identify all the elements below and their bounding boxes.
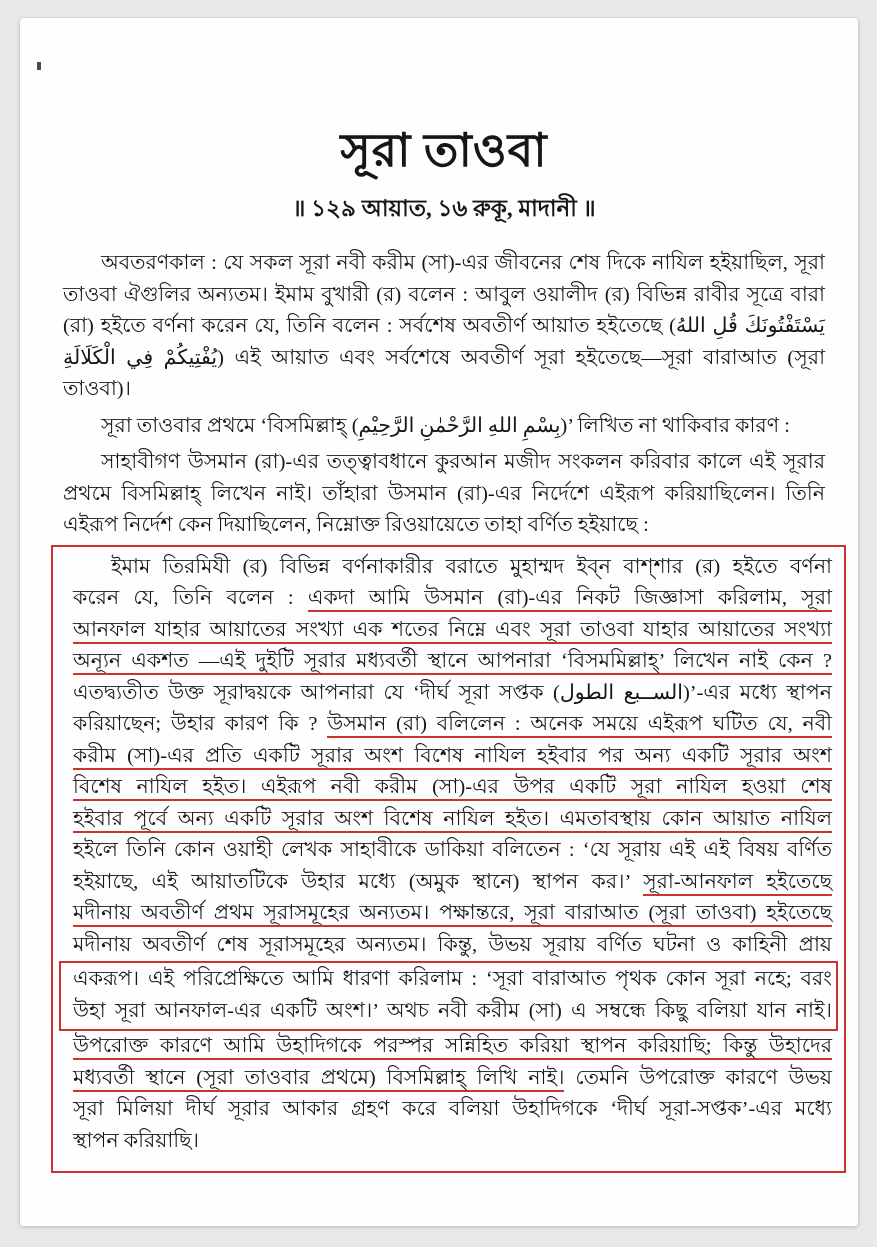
red-underlined-text: সূরা-আনফাল হইতেছে xyxy=(643,871,832,896)
text-segment: সূরা মিলিয়া দীর্ঘ সূরার আকার গ্রহণ করে বলিয়া উহাদিগকে ‘দীর্ঘ সূরা-সপ্তক’-এর মধ্যে xyxy=(73,1098,832,1120)
text-segment: হইলে তিনি কোন ওয়াহী লেখক সাহাবীকে ডাকিয়া বলিতেন : ‘যে সূরায় এই এই বিষয় বর্ণিত xyxy=(73,839,832,861)
inner-annotation-box xyxy=(59,961,838,1031)
text-segment: মদীনায় অবতীর্ণ শেষ সূরাসমূহের অন্যতম। কিন্তু, উভয় সূরায় বর্ণিত ঘটনা ও কাহিনী প্রায় xyxy=(73,933,832,956)
red-underlined-text: হইবার পূর্বে অন্য একটি সূরার অংশ বিশেষ নাযিল হইত। এমতাবস্থায় কোন আয়াত নাযিল xyxy=(73,808,832,833)
red-underlined-text: উপরোক্ত কারণে আমি উহাদিগকে পরস্পর সন্নিহিত করিয়া স্থাপন করিয়াছি; কিন্তু উহাদের xyxy=(73,1035,832,1060)
text-line xyxy=(73,552,832,584)
text-segment: ইমাম তিরমিযী (র) বিভিন্ন বর্ণনাকারীর বরাতে মুহাম্মদ ইব্‌ন বাশ্‌শার (র) হইতে বর্ণনা xyxy=(111,555,832,578)
text-line xyxy=(73,835,832,867)
revelation-period-paragraph: অবতরণকাল : যে সকল সূরা নবী করীম (সা)-এর জীবনের শেষ দিকে নাযিল হইয়াছিল, সূরা তাওবা ঐগুলির অন্যতম। ইমাম বুখারী (র) বলেন : আবুল ওয়ালীদ (র) বিভিন্ন রাবীর সূত্রে বারা (রা) হইতে বর্ণনা করেন যে, তিনি বলেন : সর্বশেষ অবতীর্ণ আয়াত হইতেছে (يَسْتَفْتُونَكَ قُلِ اللهُ يُفْتِيكُمْ فِي الْكَلَالَةِ) এই আয়াত এবং সর্বশেষে অবতীর্ণ সূরা হইতেছে—সূরা বারাআত (সূরা তাওবা)। xyxy=(63,252,826,400)
text-segment: একরূপ। এই পরিপ্রেক্ষিতে আমি ধারণা করিলাম : ‘সূরা বারাআত পৃথক কোন সূরা নহে; বরং xyxy=(73,968,832,990)
page-body xyxy=(63,248,833,1173)
text-line xyxy=(73,930,832,962)
text-line xyxy=(73,1063,832,1095)
text-line xyxy=(73,996,832,1028)
text-line xyxy=(73,867,832,899)
line-group xyxy=(73,1031,832,1157)
red-underlined-text: করীম (সা)-এর প্রতি একটি সূরার অংশ বিশেষ নাযিল হইবার পর অন্য একটি সূরার অংশ xyxy=(73,745,832,770)
text-line xyxy=(73,772,832,804)
red-underlined-text: আনফাল যাহার আয়াতের সংখ্যা এক শতের নিম্নে এবং সূরা তাওবা যাহার আয়াতের সংখ্যা xyxy=(73,619,832,644)
text-line xyxy=(73,804,832,836)
red-underlined-text: একদা আমি উসমান (রা)-এর নিকট জিজ্ঞাসা করিলাম, সূরা xyxy=(308,587,832,612)
text-segment: করেন যে, তিনি বলেন : xyxy=(73,587,308,609)
document-page xyxy=(20,18,858,1226)
red-underlined-text: উসমান (রা) বলিলেন : অনেক সময়ে এইরূপ ঘটিত যে, নবী xyxy=(327,713,832,738)
text-line xyxy=(73,1094,832,1126)
line-group xyxy=(73,552,832,962)
text-segment: উহা সূরা আনফাল-এর একটি অংশ।’ অথচ নবী করীম (সা) এ সম্বন্ধে কিছু বলিয়া যান নাই। xyxy=(73,999,832,1022)
text-segment: হইয়াছে, এই আয়াতটিকে উহার মধ্যে (অমুক স্থানে) স্থাপন কর।’ xyxy=(73,870,644,893)
text-line xyxy=(73,1126,832,1158)
text-line xyxy=(73,646,832,678)
annotation-box xyxy=(51,545,846,1174)
scan-artifact xyxy=(37,62,41,70)
page-title: সূরা তাওবা xyxy=(340,125,548,176)
text-segment: করিয়াছেন; উহার কারণ কি ? xyxy=(73,713,328,735)
bismillah-reason-heading-paragraph: সূরা তাওবার প্রথমে ‘বিসমিল্লাহ্ (بِسْمِ اللهِ الرَّحْمٰنِ الرَّحِيْمِ)’ লিখিত না থাকিবার কারণ : xyxy=(101,414,790,437)
text-segment: এতদ্ব্যতীত উক্ত সূরাদ্বয়কে আপনারা যে ‘দীর্ঘ সূরা সপ্তক (الســبع الطول)’-এর মধ্যে স্থাপন xyxy=(73,681,832,704)
text-line xyxy=(73,709,832,741)
red-underlined-text: অন্যূন একশত —এই দুইটি সূরার মধ্যবর্তী স্থানে আপনারা ‘বিসমমিল্লাহ্’ লিখেন নাই কেন ? xyxy=(73,650,832,675)
red-underlined-text: মদীনায় অবতীর্ণ প্রথম সূরাসমূহের অন্যতম। পক্ষান্তরে, সূরা বারাআত (সূরা তাওবা) হইতেছে xyxy=(73,902,832,927)
text-line xyxy=(73,741,832,773)
text-line xyxy=(73,615,832,647)
text-line xyxy=(73,678,832,710)
page-subtitle: ॥ ১২৯ আয়াত, ১৬ রুকূ, মাদানী ॥ xyxy=(292,196,596,221)
red-underlined-text: বিশেষ নাযিল হইত। এইরূপ নবী করীম (সা)-এর উপর একটি সূরা নাযিল হওয়া শেষ xyxy=(73,776,832,801)
text-segment: তেমনি উপরোক্ত কারণে উভয় xyxy=(564,1066,832,1089)
compilation-paragraph: সাহাবীগণ উসমান (রা)-এর তত্ত্বাবধানে কুরআন মজীদ সংকলন করিবার কালে এই সূরার প্রথমে বিসমিল্লাহ্ লিখেন নাই। তাঁহারা উসমান (রা)-এর নির্দেশে এইরূপ করিয়াছিলেন। তিনি এইরূপ নির্দেশ কেন দিয়াছিলেন, নিম্নোক্ত রিওয়ায়েতে তাহা বর্ণিত হইয়াছে : xyxy=(63,451,825,536)
red-underlined-text: মধ্যবর্তী স্থানে (সূরা তাওবার প্রথমে) বিসমিল্লাহ্ লিখি নাই। xyxy=(73,1067,564,1092)
text-line xyxy=(73,1031,832,1063)
text-line xyxy=(73,964,832,996)
text-segment: স্থাপন করিয়াছি। xyxy=(73,1129,199,1152)
text-line xyxy=(73,898,832,930)
text-line xyxy=(73,583,832,615)
